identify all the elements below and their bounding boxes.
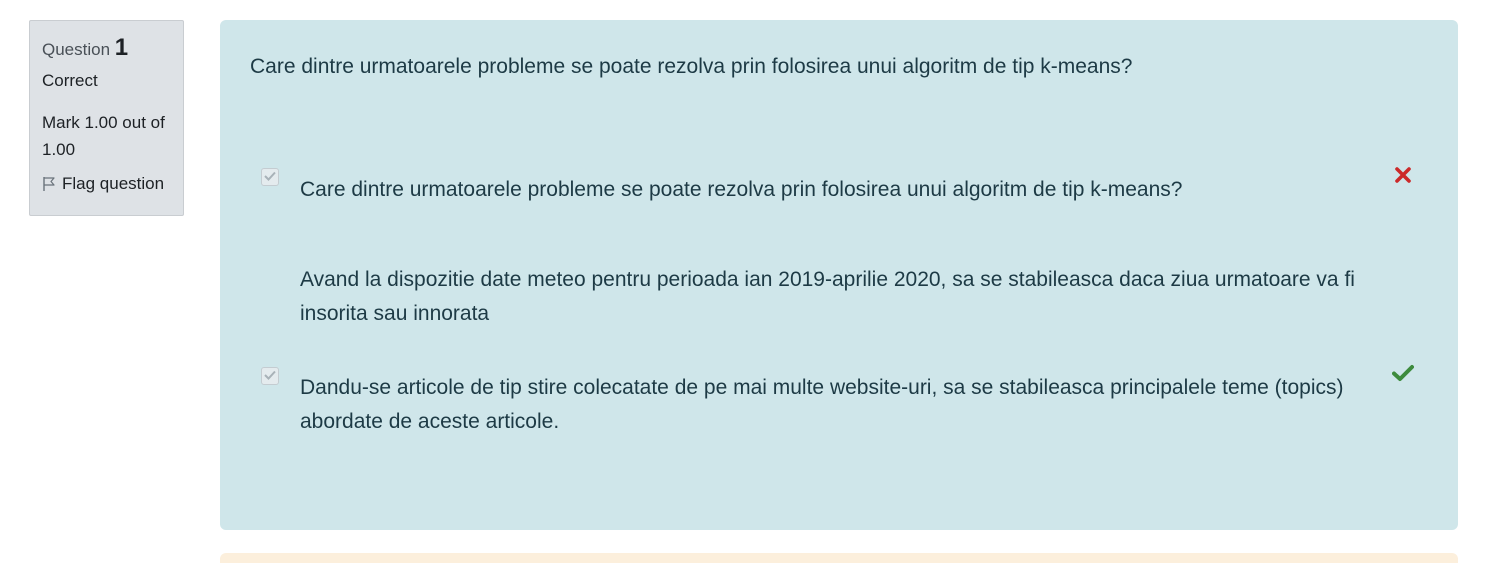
checkmark-icon [264, 367, 276, 385]
question-grade: Mark 1.00 out of 1.00 [42, 113, 165, 159]
question-text: Care dintre urmatoarele probleme se poate rezolva prin folosirea unui algoritm de tip k-means? [250, 55, 1133, 78]
question-state: Correct [42, 71, 98, 90]
flag-icon [42, 176, 56, 192]
question-number-row [42, 34, 183, 64]
question-content [220, 20, 1458, 530]
question-number: 1 [114, 34, 129, 61]
answer-text-3: Dandu-se articole de tip stire colecatate de pe mai multe website-uri, sa se stabileasca principalele teme (topics) abordate de aceste articole. [300, 376, 1344, 433]
checkmark-icon [264, 168, 276, 186]
answer-text-2: Avand la dispozitie date meteo pentru perioada ian 2019-aprilie 2020, sa se stabileasca daca ziua urmatoare va fi insorita sau innorata [300, 268, 1355, 325]
next-question-panel-edge [220, 553, 1458, 563]
answer-text-1: Care dintre urmatoarele probleme se poate rezolva prin folosirea unui algoritm de tip k-means? [300, 178, 1183, 201]
correct-icon [1392, 362, 1414, 384]
flag-question-link[interactable] [42, 173, 183, 195]
flag-question-label: Flag question [62, 174, 165, 193]
incorrect-icon [1392, 164, 1414, 186]
answer-checkbox-3[interactable] [261, 367, 279, 385]
question-label: Question [42, 40, 111, 59]
answer-checkbox-1[interactable] [261, 168, 279, 186]
question-info-panel [29, 20, 184, 216]
